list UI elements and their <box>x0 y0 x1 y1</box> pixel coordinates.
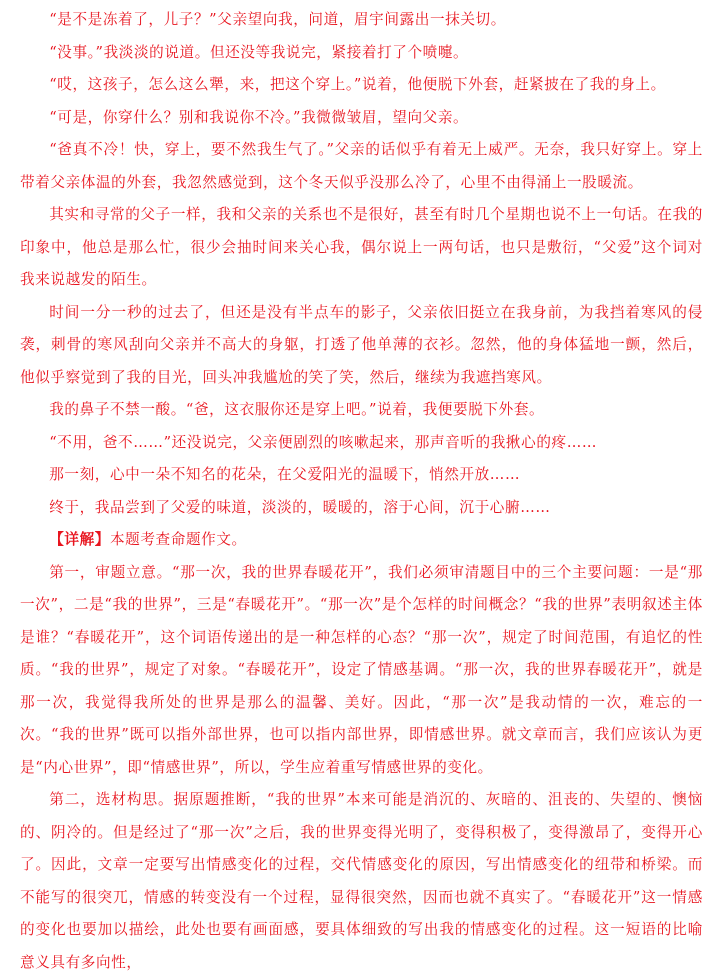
story-paragraph: 那一刻，心中一朵不知名的花朵，在父爱阳光的温暖下，悄然开放…… <box>49 466 521 483</box>
story-paragraph: “不用，爸不……”还没说完，父亲便剧烈的咳嗽起来，那声音听的我揪心的疼…… <box>49 433 598 451</box>
detail-label: 【详解】 <box>49 531 110 548</box>
story-paragraph: 我的鼻子不禁一酸。“爸，这衣服你还是穿上吧。”说着，我便要脱下外套。 <box>49 401 545 418</box>
story-paragraph: “可是，你穿什么？别和我说你不冷。”我微微皱眉，望向父亲。 <box>49 108 469 126</box>
story-paragraph: “是不是冻着了，儿子？”父亲望向我，问道，眉宇间露出一抹关切。 <box>49 11 506 28</box>
detail-text: 本题考查命题作文。 <box>109 531 247 548</box>
story-paragraph: 其实和寻常的父子一样，我和父亲的关系也不是很好，甚至有时几个星期也说不上一句话。在我的印象中，他总是那么忙，很少会抽时间来关心我，偶尔说上一两句话，也只是敷衍，“父爱”这个词对我来说越发的陌生。 <box>20 206 703 288</box>
story-paragraph: “哎，这孩子，怎么这么犟，来，把这个穿上。”说着，他便脱下外套，赶紧披在了我的身上。 <box>49 76 666 93</box>
story-paragraph: 时间一分一秒的过去了，但还是没有半点车的影子，父亲依旧挺立在我身前，为我挡着寒风的侵袭，刺骨的寒风刮向父亲并不高大的身躯，打透了他单薄的衣衫。忽然，他的身体猛地一颤，然后，他似乎察觉到了我的目光，回头冲我尴尬的笑了笑，然后，继续为我遮挡寒风。 <box>20 303 703 386</box>
story-paragraph: “没事。”我淡淡的说道。但还没等我说完，紧接着打了个喷嚏。 <box>49 43 469 61</box>
analysis-paragraph: 第一，审题立意。“那一次，我的世界春暖花开”，我们必须审清题目中的三个主要问题：一是“那一次”，二是“我的世界”，三是“春暖花开”。“那一次”是个怎样的时间概念？“我的世界”表明叙述主体是谁？“春暖花开”，这个词语传递出的是一种怎样的心态？“那一次”，规定了时间范围，有追忆的性质。“我的世界”，规定了对象。“春暖花开”，设定了情感基调。“那一次，我的世界春暖花开”，就是那一次，我觉得我所处的世界是那么的温馨、美好。因此，“那一次”是我动情的一次，难忘的一次。“我的世界”既可以指外部世界，也可以指内部世界，即情感世界。就文章而言，我们应该认为更是“内心世界”，即“情感世界”，所以，学生应着重写情感世界的变化。 <box>20 563 703 776</box>
analysis-paragraph: 第二，选材构思。据原题推断，“我的世界”本来可能是消沉的、灰暗的、沮丧的、失望的、懊恼的、阴冷的。但是经过了“那一次”之后，我的世界变得光明了，变得积极了，变得激昂了，变得开心了。因此，文章一定要写出情感变化的过程，交代情感变化的原因，写出情感变化的纽带和桥梁。而不能写的很突兀，情感的转变没有一个过程，显得很突然，因而也就不真实了。“春暖花开”这一情感的变化也要加以描绘，此处也要有画面感，要具体细致的写出我的情感变化的过程。这一短语的比喻意义具有多向性， <box>20 791 703 971</box>
story-paragraph: 终于，我品尝到了父爱的味道，淡淡的，暖暖的，溶于心间，沉于心腑…… <box>49 498 551 516</box>
detail-paragraph <box>20 524 703 557</box>
story-paragraph: “爸真不冷！快，穿上，要不然我生气了。”父亲的话似乎有着无上威严。无奈，我只好穿上。穿上带着父亲体温的外套，我忽然感觉到，这个冬天似乎没那么冷了，心里不由得涌上一股暖流。 <box>20 141 703 191</box>
